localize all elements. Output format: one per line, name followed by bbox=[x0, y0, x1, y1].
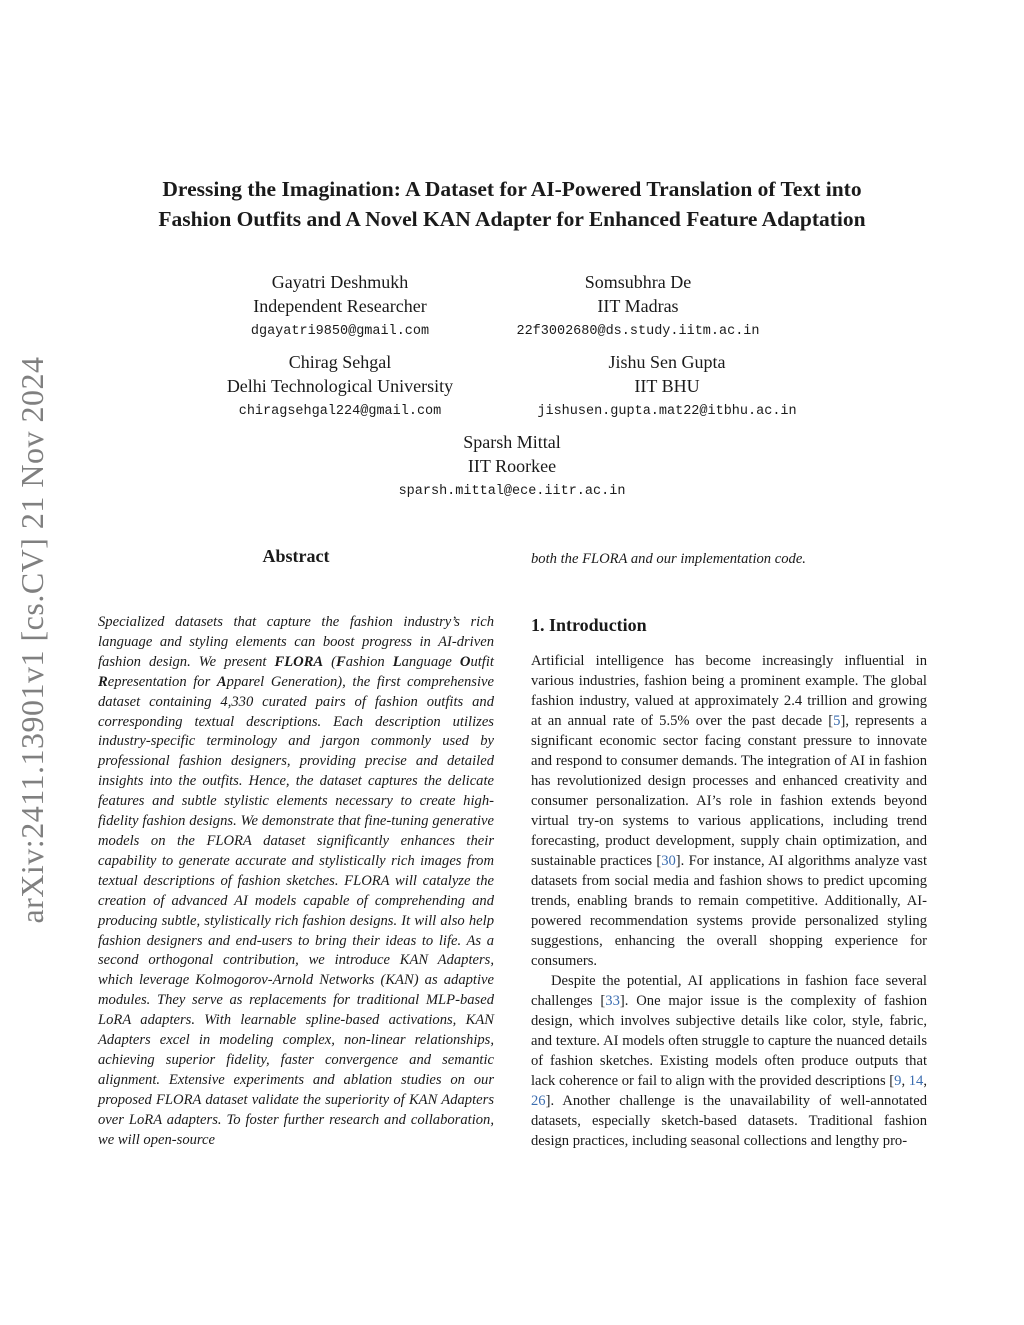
acronym-letter: R bbox=[98, 673, 108, 690]
abstract-text: Specialized datasets that capture the fashion industry’s rich language and styling elements can boost progress in AI-driven fashion design. We present bbox=[98, 614, 494, 670]
author-block bbox=[362, 430, 662, 504]
intro-paragraph bbox=[531, 971, 927, 1151]
citation-link[interactable]: 14 bbox=[908, 1073, 924, 1089]
intro-text: Artificial intelligence has become increasingly influential in various industries, fashion being a prominent example. The global fashion industry, valued at approximately 2.4 trillion and growing at an annual rate of 5.5% over the past decade [ bbox=[531, 653, 927, 729]
abstract-heading: Abstract bbox=[262, 546, 330, 566]
author-name: Sparsh Mittal bbox=[463, 432, 561, 452]
acronym-word: utfit bbox=[470, 653, 494, 670]
section-heading-introduction: 1. Introduction bbox=[531, 615, 647, 635]
intro-text: , bbox=[923, 1073, 927, 1089]
author-affiliation: IIT BHU bbox=[634, 376, 700, 396]
title-line-2: Fashion Outfits and A Novel KAN Adapter for Enhanced Feature Adaptation bbox=[158, 207, 866, 231]
author-email[interactable]: jishusen.gupta.mat22@itbhu.ac.in bbox=[537, 404, 797, 419]
abstract-text: ( bbox=[323, 653, 337, 670]
abstract-continuation: both the FLORA and our implementation code. bbox=[531, 551, 806, 567]
citation-link[interactable]: 33 bbox=[605, 993, 620, 1009]
author-block bbox=[500, 350, 834, 424]
author-block bbox=[190, 350, 490, 424]
citation-link[interactable]: 5 bbox=[833, 713, 841, 729]
author-affiliation: IIT Madras bbox=[597, 296, 679, 316]
intro-paragraph bbox=[531, 651, 927, 971]
acronym-letter: F bbox=[336, 653, 346, 670]
author-email[interactable]: 22f3002680@ds.study.iitm.ac.in bbox=[516, 324, 760, 339]
intro-text: Despite the potential, AI applications in fashion face several challenges [ bbox=[531, 973, 927, 1009]
acronym-word: pparel Generation), bbox=[226, 673, 346, 690]
intro-text: ]. Another challenge is the unavailability of well-annotated datasets, especially sketch-based datasets. Traditional fashion design practices, including seasonal collections and lengthy pro- bbox=[531, 1093, 927, 1149]
intro-text: ], represents a significant economic sector facing constant pressure to innovate and respond to consumer demands. The integration of AI in fashion has revolutionized design processes and enhanced creativity and consumer personalization. AI’s role in fashion extends beyond virtual try-on systems to various applications, including trend forecasting, product development, supply chain optimization, and sustainable practices [ bbox=[531, 713, 927, 869]
author-name: Gayatri Deshmukh bbox=[271, 272, 409, 292]
author-name: Somsubhra De bbox=[584, 272, 692, 292]
author-name: Chirag Sehgal bbox=[288, 352, 392, 372]
citation-link[interactable]: 30 bbox=[661, 853, 676, 869]
acronym-word: ashion bbox=[345, 653, 393, 670]
author-name: Jishu Sen Gupta bbox=[608, 352, 726, 372]
title-line-1: Dressing the Imagination: A Dataset for AI-Powered Translation of Text into bbox=[162, 177, 862, 201]
acronym-letter: A bbox=[216, 673, 227, 690]
author-affiliation: Independent Researcher bbox=[253, 296, 427, 316]
acronym-letter: O bbox=[459, 653, 471, 670]
citation-link[interactable]: 9 bbox=[894, 1073, 902, 1089]
author-email[interactable]: chiragsehgal224@gmail.com bbox=[238, 404, 442, 419]
intro-text: , bbox=[901, 1073, 909, 1089]
paper-title bbox=[100, 174, 924, 234]
author-block bbox=[480, 270, 796, 344]
acronym-word: epresentation for bbox=[107, 673, 217, 690]
flora-name: FLORA bbox=[274, 653, 324, 670]
author-email[interactable]: sparsh.mittal@ece.iitr.ac.in bbox=[398, 484, 626, 499]
intro-text: ]. For instance, AI algorithms analyze vast datasets from social media and fashion shows to predict upcoming trends, enabling brands to remain competitive. Additionally, AI-powered recommendation systems provide personalized styling suggestions, enhancing the overall shopping experience for consumers. bbox=[531, 853, 928, 969]
author-email[interactable]: dgayatri9850@gmail.com bbox=[250, 324, 430, 339]
author-affiliation: IIT Roorkee bbox=[467, 456, 557, 476]
abstract-text: the first comprehensive dataset containing 4,330 curated pairs of fashion outfits and corresponding textual descriptions. Each description utilizes industry-specific terminology and jargon commonly used by professional fashion designers, providing precise and detailed insights into the outfits. Hence, the dataset captures the delicate features and subtle stylistic elements necessary to create high-fidelity fashion designs. We demonstrate that fine-tuning generative models on the FLORA dataset significantly enhances their capability to generate accurate and stylistically rich images from textual descriptions of fashion sketches. FLORA will catalyze the creation of advanced AI models capable of comprehending and producing subtle, stylistically rich fashion designs. It will also help fashion designers and end-users to bring their ideas to life. As a second orthogonal contribution, we introduce KAN Adapters, which leverage Kolmogorov-Arnold Networks (KAN) as adaptive modules. They serve as replacements for traditional MLP-based LoRA adapters. With learnable spline-based activations, KAN Adapters excel in modeling complex, non-linear relationships, achieving superior fidelity, faster convergence and semantic alignment. Extensive experiments and ablation studies on our proposed FLORA dataset validate the superiority of KAN Adapters over LoRA adapters. To foster further research and collaboration, we will open-source bbox=[98, 673, 494, 1148]
abstract-body bbox=[98, 613, 494, 1150]
acronym-letter: L bbox=[392, 653, 402, 670]
author-affiliation: Delhi Technological University bbox=[226, 376, 454, 396]
introduction-body bbox=[531, 651, 927, 1151]
author-block bbox=[190, 270, 490, 344]
citation-link[interactable]: 26 bbox=[531, 1093, 546, 1109]
arxiv-side-stamp: arXiv:2411.13901v1 [cs.CV] 21 Nov 2024 bbox=[14, 356, 50, 924]
acronym-word: anguage bbox=[401, 653, 460, 670]
intro-text: ]. One major issue is the complexity of fashion design, which involves subjective details like color, style, fabric, and texture. AI models often struggle to capture the nuanced details of fashion sketches. Existing models often produce outputs that lack coherence or fail to align with the provided descriptions [ bbox=[531, 993, 927, 1089]
